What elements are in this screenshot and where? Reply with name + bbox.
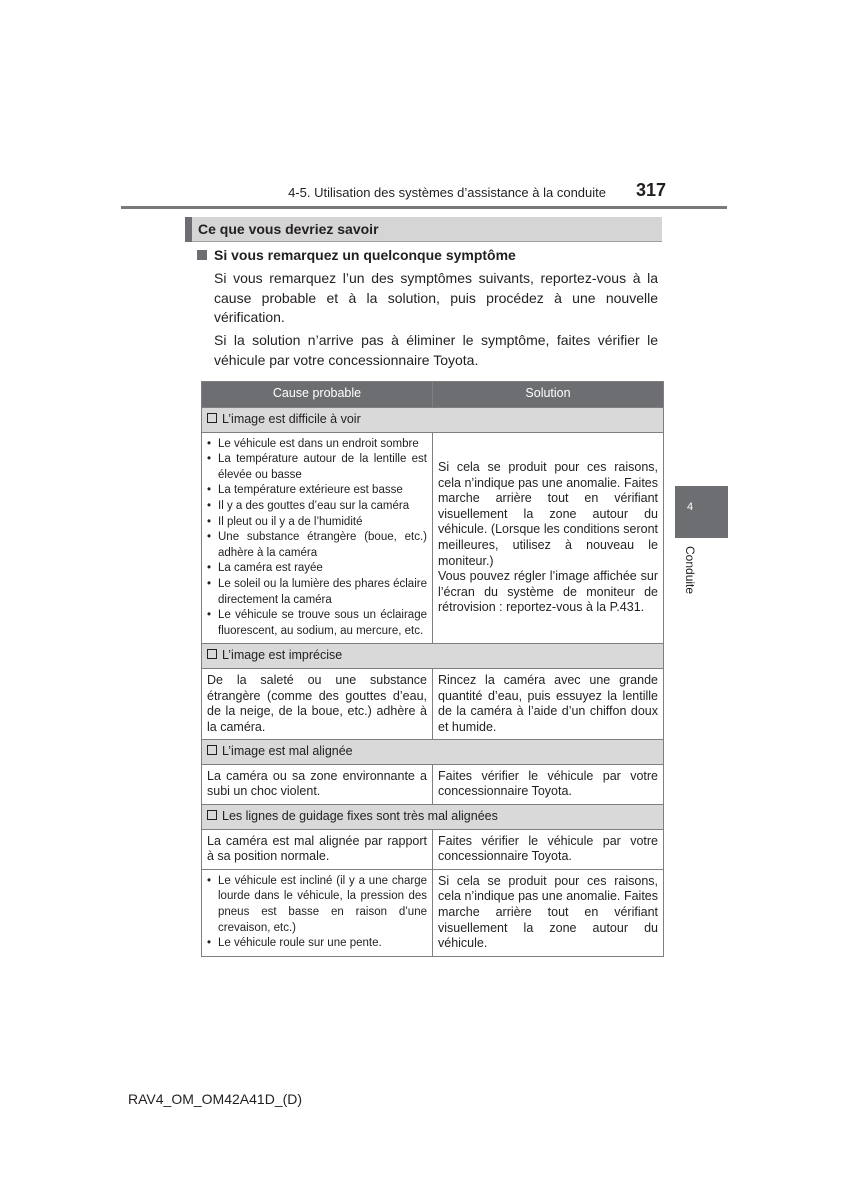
solution-cell: Faites vérifier le véhicule par votre concessionnaire Toyota. xyxy=(433,764,664,804)
list-item: • Il y a des gouttes d’eau sur la caméra xyxy=(207,499,427,515)
list-item: • La température autour de la lentille est élevée ou basse xyxy=(207,452,427,483)
cause-cell: De la saleté ou une substance étrangère (comme des gouttes d’eau, de la neige, de la boue, etc.) adhère à la caméra. xyxy=(202,668,433,739)
subsection-title: Si vous remarquez un quelconque symptôme xyxy=(214,247,516,263)
table-row xyxy=(202,432,664,644)
list-item: • Le soleil ou la lumière des phares éclaire directement la caméra xyxy=(207,577,427,608)
intro-paragraph: Si la solution n’arrive pas à éliminer le symptôme, faites vérifier le véhicule par votre concessionnaire Toyota. xyxy=(214,332,658,368)
cause-cell: La caméra ou sa zone environnante a subi un choc violent. xyxy=(202,764,433,804)
symptom-label: Les lignes de guidage fixes sont très mal alignées xyxy=(222,809,498,824)
cause-cell xyxy=(202,869,433,956)
checkbox-icon xyxy=(207,649,217,659)
section-title: Ce que vous devriez savoir xyxy=(198,221,379,237)
intro-paragraph: Si vous remarquez l’un des symptômes suivants, reportez-vous à la cause probable et à la solution, puis procédez à une nouvelle vérification. xyxy=(214,270,658,325)
list-item: • Le véhicule roule sur une pente. xyxy=(207,936,427,952)
column-header-solution: Solution xyxy=(433,382,664,408)
cause-cell: La caméra est mal alignée par rapport à sa position normale. xyxy=(202,829,433,869)
table-row xyxy=(202,668,664,739)
list-item: • La caméra est rayée xyxy=(207,561,427,577)
chapter-tab xyxy=(675,486,728,538)
subsection-heading xyxy=(197,247,516,263)
page-number: 317 xyxy=(636,180,667,200)
table-row xyxy=(202,764,664,804)
list-item: • Il pleut ou il y a de l’humidité xyxy=(207,515,427,531)
cause-cell xyxy=(202,432,433,644)
solution-cell: Faites vérifier le véhicule par votre concessionnaire Toyota. xyxy=(433,829,664,869)
checkbox-icon xyxy=(207,745,217,755)
troubleshooting-table xyxy=(201,381,664,957)
symptom-row xyxy=(202,740,664,765)
symptom-label: L’image est imprécise xyxy=(222,648,343,663)
table-row xyxy=(202,829,664,869)
square-bullet-icon xyxy=(197,250,207,260)
solution-cell: Rincez la caméra avec une grande quantité d’eau, puis essuyez la lentille de la caméra à l’aide d’un chiffon doux et humide. xyxy=(433,668,664,739)
header-rule xyxy=(121,206,727,209)
section-heading-box xyxy=(185,217,662,242)
symptom-row xyxy=(202,644,664,669)
list-item: • Le véhicule est incliné (il y a une charge lourde dans le véhicule, la pression des pneus est basse en raison d’une crevaison, etc.) xyxy=(207,874,427,936)
table-header-row xyxy=(202,382,664,408)
document-code: RAV4_OM_OM42A41D_(D) xyxy=(128,1091,303,1107)
section-heading-bar xyxy=(185,217,192,242)
symptom-label: L’image est mal alignée xyxy=(222,744,353,759)
column-header-cause: Cause probable xyxy=(202,382,433,408)
list-item: • Une substance étrangère (boue, etc.) adhère à la caméra xyxy=(207,530,427,561)
list-item: • La température extérieure est basse xyxy=(207,483,427,499)
chapter-tab-label: Conduite xyxy=(683,546,697,595)
checkbox-icon xyxy=(207,810,217,820)
cause-list xyxy=(207,437,427,640)
list-item: • Le véhicule se trouve sous un éclairage fluorescent, au sodium, au mercure, etc. xyxy=(207,608,427,639)
chapter-title: 4-5. Utilisation des systèmes d’assistance à la conduite xyxy=(288,185,606,200)
symptom-row xyxy=(202,805,664,830)
symptom-label: L’image est difficile à voir xyxy=(222,412,361,426)
solution-cell: Si cela se produit pour ces raisons, cela n’indique pas une anomalie. Faites marche arrière tout en vérifiant visuellement la zone autour du véhicule. (Lorsque les conditions seront meilleures, utilisez à nouveau le moniteur.) Vous pouvez régler l’image affichée sur l’écran du système de moniteur de rétrovision : reportez-vous à la P.431. xyxy=(433,432,664,644)
table-row xyxy=(202,869,664,956)
solution-cell: Si cela se produit pour ces raisons, cela n’indique pas une anomalie. Faites marche arrière tout en vérifiant visuellement la zone autour du véhicule. xyxy=(433,869,664,956)
symptom-row xyxy=(202,408,664,433)
checkbox-icon xyxy=(207,413,217,423)
cause-list xyxy=(207,874,427,952)
chapter-tab-number: 4 xyxy=(686,501,694,513)
list-item: • Le véhicule est dans un endroit sombre xyxy=(207,437,427,453)
